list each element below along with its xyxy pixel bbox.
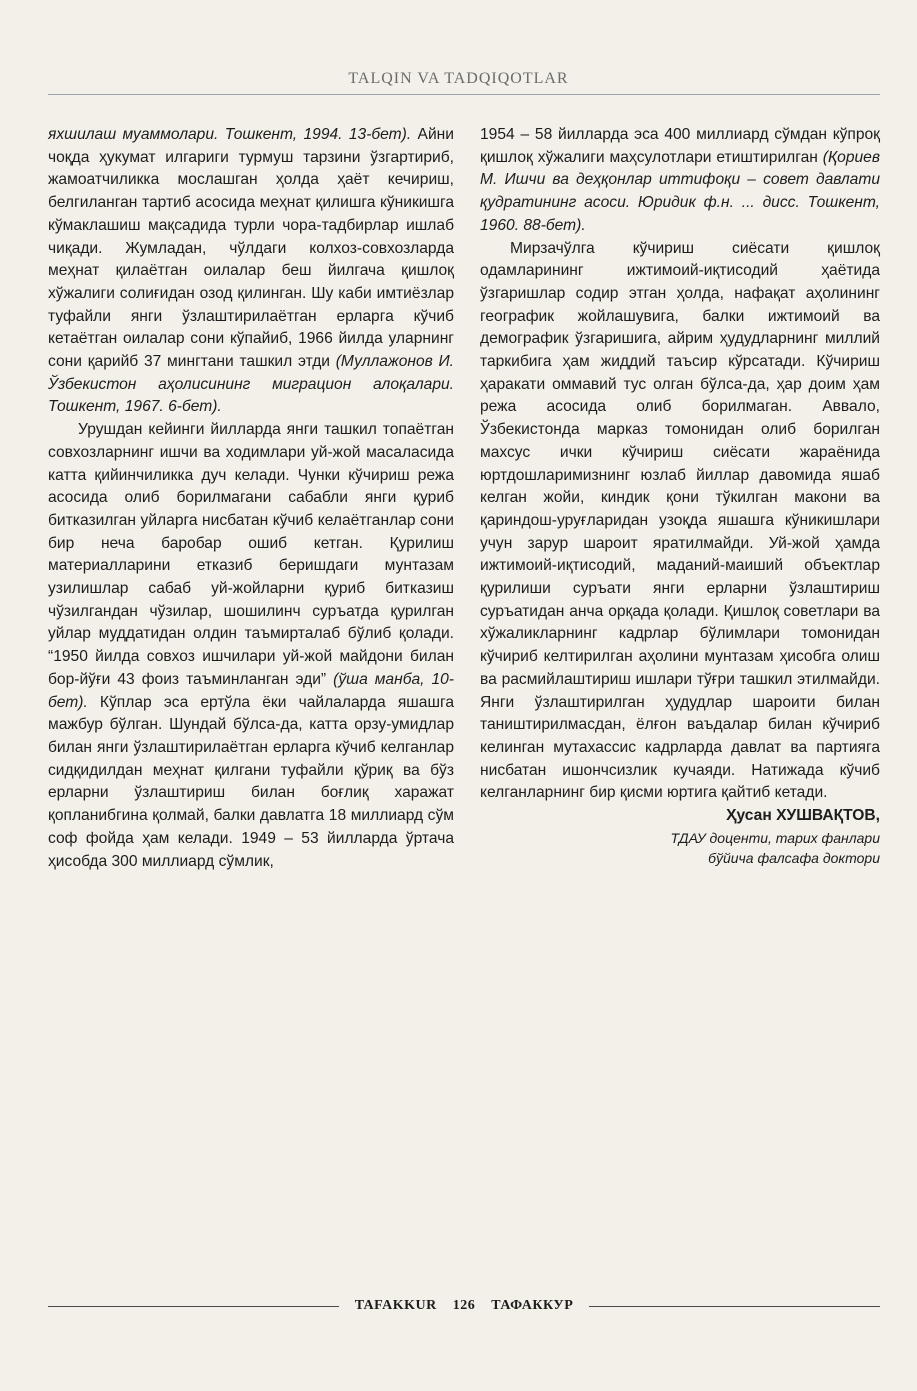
left-column <box>48 124 454 873</box>
author-name: Ҳусан ХУШВАҚТОВ, <box>726 807 880 825</box>
reference: (Қориев М. Ишчи ва деҳқонлар иттифоқи – совет давлати қудратининг асоси. Юридик ф.н. ... дисс. Тошкент, 1960. 88-бет). <box>480 148 880 234</box>
paragraph-text: Кўплар эса ертўла ёки чайлаларда яшашга мажбур бўлган. Шундай бўлса-да, катта орзу-умидлар билан янги ўзлаштирилаётган ерларга кўчиб келганлар сидқидилдан меҳнат қилгани туфайли қўриқ ва бўз ерларни ўзлаштириш билан боғлиқ харажат қопланибгина қолмай, балки давлатга 18 миллиард сўм соф фойда ҳам келади. 1949 – 53 йилларда ўртача ҳисобда 300 миллиард сўмлик, <box>48 693 454 870</box>
right-column <box>480 124 880 868</box>
author-signature <box>480 805 880 868</box>
reference: (Муллажонов И. Ўзбекистон аҳолисининг миграцион алоқалари. Тошкент, 1967. 6-бет). <box>48 353 454 416</box>
footer-rule-left <box>48 1306 339 1307</box>
page-footer <box>48 1294 880 1318</box>
running-header: TALQIN VA TADQIQOTLAR <box>348 70 569 87</box>
footer-rule-right <box>589 1306 880 1307</box>
author-title-line: ТДАУ доценти, тарих фанлари <box>670 829 880 846</box>
paragraph-text: Айни чоқда ҳукумат илгариги турмуш тарзини ўзгартириб, жамоатчиликка мослашган ҳолда ҳаёт кечириш, белгиланган тартиб асосида меҳнат қилишга кўникишга кўмаклашиш мақсадида турли чора-тадбирлар ишлаб чиқади. Жумладан, чўлдаги колхоз-совхозларда меҳнат қилаётган оилалар беш йилгача қишлоқ хўжалиги солиғидан озод қилинган. Шу каби имтиёзлар туфайли янги ўзлаштирилаётган ерларга кўчиб кетаётган оилалар сони кўпайиб, 1966 йилда уларнинг сони қарийб 37 мингтани ташкил этди <box>48 126 454 371</box>
page-number: 126 <box>452 1298 476 1313</box>
footer-label <box>339 1298 590 1314</box>
paragraph <box>480 238 880 806</box>
header-divider <box>48 94 880 95</box>
paragraph <box>48 419 454 873</box>
paragraph-text: Урушдан кейинги йилларда янги ташкил топаётган совхозларнинг ишчи ва ходимлари уй-жой масаласида катта қийинчиликка дуч келади. Чунки кўчириш режа асосида олиб борилмагани сабабли янги қуриб битказилган уйларга нисбатан кўчиб келаётганлар сони бир неча баробар ошиб кетган. Қурилиш материалларини етказиб беришдаги мунтазам узилишлар сабаб уй-жойларни қуриб битказиш чўзилгандан чўзилар, шошилинч суръатда қурилган уйлар муддатидан олдин таъмирталаб бўлиб қолади. “1950 йилда совхоз ишчилари уй-жой майдони билан бор-йўғи 43 фоиз таъминланган эди” <box>48 421 454 688</box>
footer-journal-cyrillic: ТАФАККУР <box>491 1298 574 1313</box>
paragraph <box>48 124 454 419</box>
paragraph-text: Мирзачўлга кўчириш сиёсати қишлоқ одамларининг ижтимоий-иқтисодий ҳаётида ўзгаришлар содир этган ҳолда, нафақат аҳолининг географик жойлашувига, балки ижтимоий ва демографик ўзгаришига, айрим ҳудудларнинг миллий таркибига ҳам жиддий таъсир кўрсатади. Кўчириш ҳаракати оммавий тус олган бўлса-да, ҳар доим ҳам режа асосида олиб борилмаган. Аввало, Ўзбекистонда марказ томонидан олиб борилган махсус ички кўчириш сиёсати жараёнида юртдошларимизнинг юзлаб йиллар давомида яшаб келган жойи, киндик қони тўкилган макони ва қариндош-уруғларидан узоқда яшашга кўникишлари учун зарур шароит яратилмайди. Уй-жой ҳамда ижтимоий-иқтисодий, маданий-маиший объектлар қурилиши суръати янги ерларни ўзлаштириш суръатидан анча орқада қолади. Қишлоқ советлари ва хўжаликларнинг кадрлар бўлимлари томонидан кўчириб келтирилган аҳолини мунтазам ҳисобга олиш ва расмийлаштириш ишлари тўғри ташкил этилмайди. Янги ўзлаштирилган ҳудудлар шароити билан таништирилмасдан, ёлғон ваъдалар билан кўчириб келинган мутахассис кадрларда давлат ва партияга нисбатан ишончсизлик кучаяди. Натижада кўчиб келганларнинг бир қисми юртига қайтиб кетади. <box>480 239 880 802</box>
paragraph <box>480 124 880 238</box>
reference: яхшилаш муаммолари. Тошкент, 1994. 13-бет). <box>48 126 412 143</box>
footer-journal-latin: TAFAKKUR <box>354 1298 437 1313</box>
paragraph-text: 1954 – 58 йилларда эса 400 миллиард сўмдан кўпроқ қишлоқ хўжалиги маҳсулотлари етиштирилган <box>480 126 880 166</box>
author-title-line: бўйича фалсафа доктори <box>708 849 880 866</box>
reference: (ўша манба, 10-бет). <box>48 670 455 711</box>
